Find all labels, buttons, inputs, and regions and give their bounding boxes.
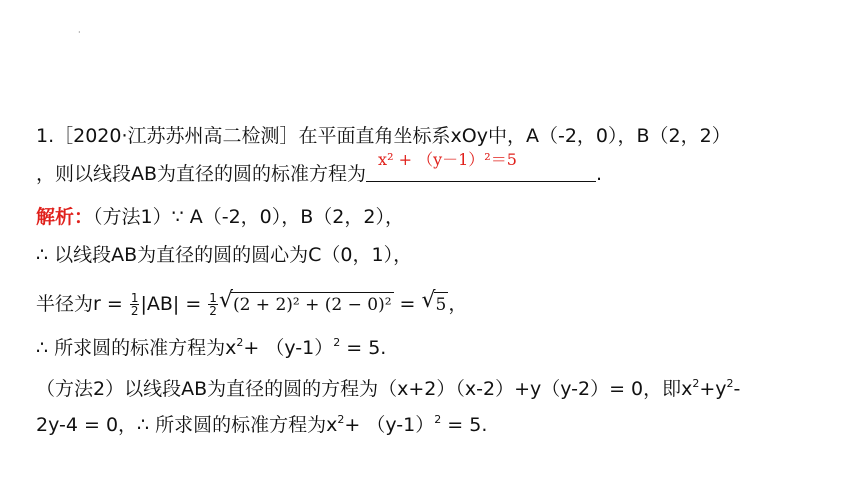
method1-result: ∴ 所求圆的标准方程为$x^2+ (y-1)^2 = 5$. <box>36 336 387 359</box>
answer-text: x² + （y－1）²＝5 <box>378 150 517 169</box>
method2-line-1: （方法2）以线段AB为直径的圆的方程为（x+2）（x-2）+y（y-2）= 0，即$x^2+y^2-$ <box>36 377 741 400</box>
answer-underline <box>366 181 596 182</box>
problem-line-1: 1.［2020·江苏苏州高二检测］在平面直角坐标系xOy中，A（-2，0），B（2，2） <box>36 125 731 147</box>
sqrt-five: √ 5 <box>421 288 447 315</box>
answer-blank <box>366 150 596 180</box>
sqrt-expression: (2 + 2)² + (2 − 0)² <box>231 292 394 317</box>
radius-suffix: ， <box>448 293 468 315</box>
fraction-half-2: $\frac{1}{2}$ <box>209 291 217 318</box>
radius-prefix: 半径为r = <box>36 293 129 315</box>
decor-dot: · <box>78 28 81 37</box>
method1-line-1: （方法1）∵ A（-2，0），B（2，2）， <box>93 206 404 228</box>
solution-label: 解析： <box>36 206 94 228</box>
sqrt-distance: √ (2 + 2)² + (2 − 0)² <box>218 288 392 315</box>
problem-line-2-prefix: ，则以线段AB为直径的圆的标准方程为 <box>36 163 367 185</box>
method1-line-2: ∴ 以线段AB为直径的圆的圆心为C（0，1）， <box>36 244 413 266</box>
radius-line <box>36 288 468 318</box>
fraction-half: $\frac{1}{2}$ <box>130 291 139 318</box>
problem-line-2 <box>36 150 603 186</box>
abs-ab: |AB| = <box>140 293 208 315</box>
solution-line-1 <box>36 205 404 229</box>
method2-line-2: 2y-4 = 0，∴ 所求圆的标准方程为$x^2+ (y-1)^2 = 5$. <box>36 413 488 436</box>
problem-line-2-suffix: . <box>596 163 603 185</box>
equals-sign: = <box>393 293 422 315</box>
